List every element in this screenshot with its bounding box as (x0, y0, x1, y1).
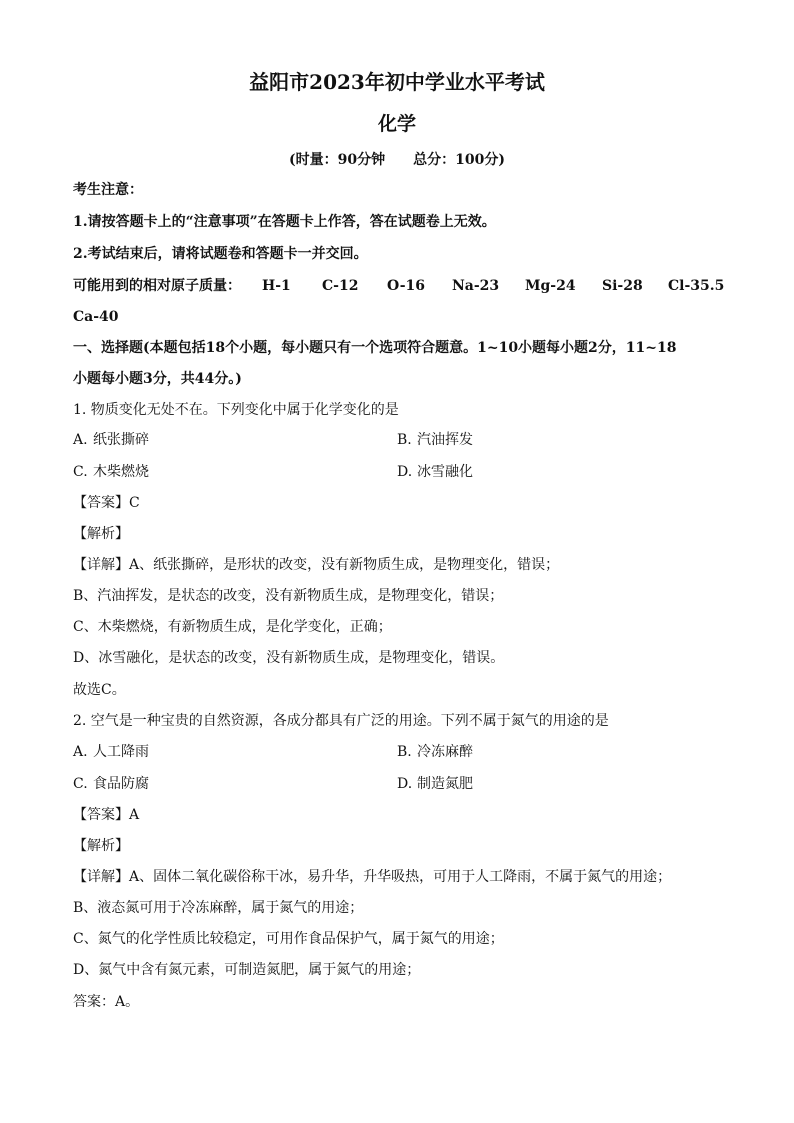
option-letter: C. (73, 776, 88, 792)
option-text: 人工降雨 (93, 744, 149, 760)
q2-conclusion: 答案：A。 (73, 994, 140, 1010)
option-text: 冰雪融化 (417, 464, 473, 480)
option-text: 食品防腐 (93, 776, 149, 792)
option-text: 纸张撕碎 (93, 432, 149, 448)
exam-score: 总分：100分) (413, 152, 505, 168)
option-letter: A. (73, 432, 88, 448)
q2-option-b (397, 742, 473, 762)
option-letter: B. (397, 432, 412, 448)
q1-detail-2: B、汽油挥发，是状态的改变，没有新物质生成，是物理变化，错误； (73, 588, 504, 604)
atomic-mass-mg: Mg-24 (525, 278, 576, 294)
atomic-mass-h: H-1 (262, 278, 291, 294)
subject-title: 化学 (377, 113, 416, 135)
q1-option-b (397, 430, 473, 450)
q1-detail-4: D、冰雪融化，是状态的改变，没有新物质生成，是物理变化，错误。 (73, 650, 505, 666)
q1-conclusion: 故选C。 (73, 682, 126, 698)
exam-time-score (0, 150, 794, 170)
note-item-1: 1.请按答题卡上的“注意事项”在答题卡上作答，答在试题卷上无效。 (73, 214, 496, 230)
section-heading-line1: 一、选择题(本题包括18个小题，每小题只有一个选项符合题意。1~10小题每小题2分，11~18 (73, 340, 677, 356)
q1-option-a (73, 430, 149, 450)
q2-detail-4: D、氮气中含有氮元素，可制造氮肥，属于氮气的用途； (73, 962, 421, 978)
q1-answer: 【答案】C (73, 495, 140, 511)
q1-analysis: 【解析】 (73, 526, 129, 542)
atomic-mass-si: Si-28 (602, 278, 643, 294)
q2-answer: 【答案】A (73, 807, 140, 823)
atomic-mass-na: Na-23 (452, 278, 500, 294)
q2-option-d (397, 774, 473, 794)
atomic-mass-ca: Ca-40 (73, 309, 119, 325)
q1-stem: 1. 物质变化无处不在。下列变化中属于化学变化的是 (73, 402, 399, 418)
q2-detail-2: B、液态氮可用于冷冻麻醉，属于氮气的用途； (73, 900, 364, 916)
atomic-mass-label: 可能用到的相对原子质量： (73, 278, 241, 294)
q1-option-d (397, 462, 473, 482)
atomic-mass-c: C-12 (322, 278, 359, 294)
option-text: 制造氮肥 (417, 776, 473, 792)
note-item-2: 2.考试结束后，请将试题卷和答题卡一并交回。 (73, 246, 368, 262)
option-text: 木柴燃烧 (93, 464, 149, 480)
option-text: 汽油挥发 (417, 432, 473, 448)
option-letter: A. (73, 744, 88, 760)
q2-detail-1: 【详解】A、固体二氧化碳俗称干冰，易升华，升华吸热，可用于人工降雨，不属于氮气的用途； (73, 869, 672, 885)
q1-detail-1: 【详解】A、纸张撕碎，是形状的改变，没有新物质生成，是物理变化，错误； (73, 557, 560, 573)
atomic-mass-cl: Cl-35.5 (668, 278, 725, 294)
q1-detail-3: C、木柴燃烧，有新物质生成，是化学变化，正确； (73, 619, 392, 635)
q2-option-a (73, 742, 149, 762)
option-letter: D. (397, 464, 413, 480)
q2-stem: 2. 空气是一种宝贵的自然资源，各成分都具有广泛的用途。下列不属于氮气的用途的是 (73, 713, 609, 729)
exam-title: 益阳市2023年初中学业水平考试 (249, 70, 545, 94)
q2-option-c (73, 774, 149, 794)
q2-detail-3: C、氮气的化学性质比较稳定，可用作食品保护气，属于氮气的用途； (73, 931, 504, 947)
atomic-mass-o: O-16 (387, 278, 426, 294)
option-letter: D. (397, 776, 413, 792)
q2-analysis: 【解析】 (73, 838, 129, 854)
q1-option-c (73, 462, 149, 482)
option-letter: B. (397, 744, 412, 760)
section-heading-line2: 小题每小题3分，共44分。) (73, 371, 242, 387)
option-text: 冷冻麻醉 (417, 744, 473, 760)
exam-time: (时量：90分钟 (289, 152, 386, 168)
option-letter: C. (73, 464, 88, 480)
notes-heading: 考生注意： (73, 182, 143, 198)
